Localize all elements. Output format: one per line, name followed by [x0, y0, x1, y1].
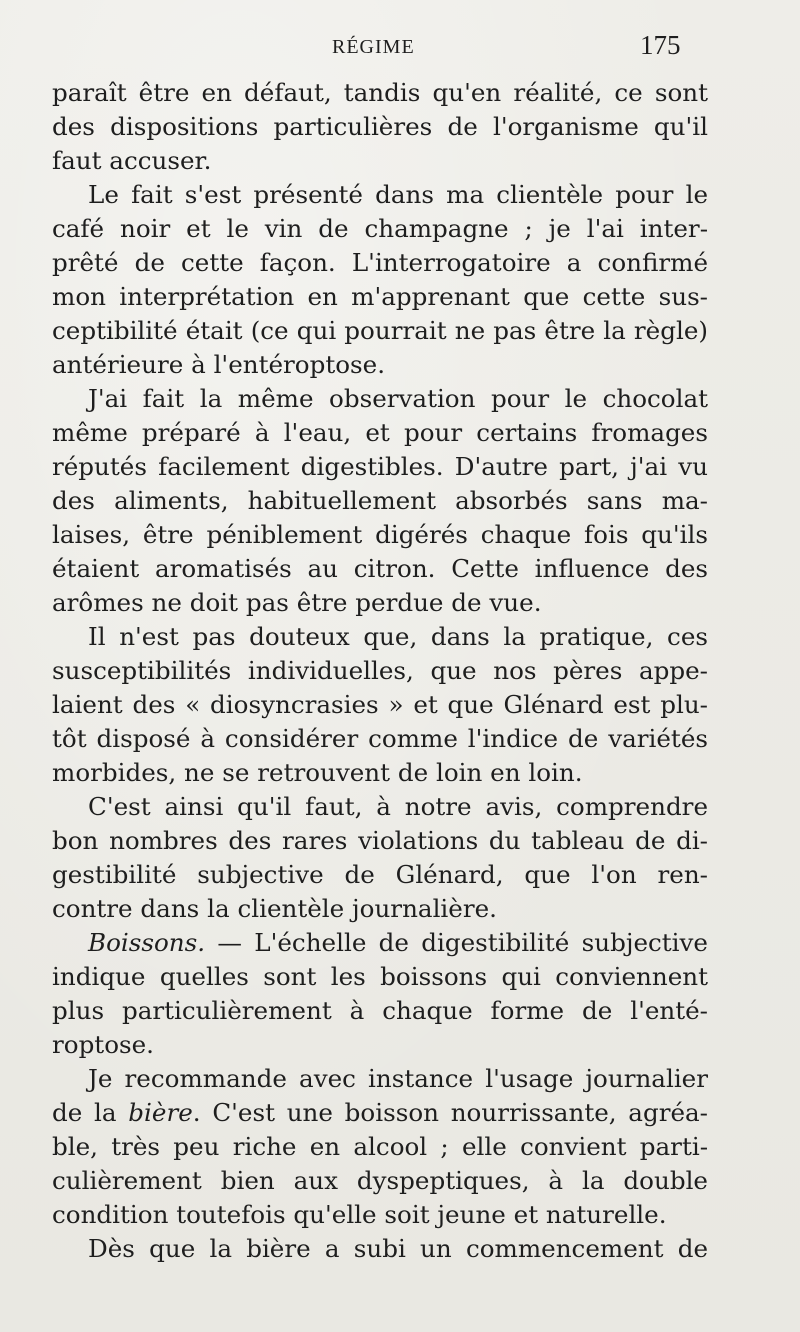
text-line: culièrement bien aux dyspeptiques, à la double	[52, 1166, 708, 1195]
text-line: café noir et le vin de champagne ; je l'ai inter-	[52, 214, 708, 243]
text-line: prêté de cette façon. L'interrogatoire a confirmé	[52, 248, 708, 277]
text-line: contre dans la clientèle journalière.	[52, 894, 497, 923]
text-line: laises, être péniblement digérés chaque fois qu'ils	[52, 520, 708, 549]
text-line: étaient aromatisés au citron. Cette influence des	[52, 554, 708, 583]
text-line: ble, très peu riche en alcool ; elle convient parti-	[52, 1132, 708, 1161]
text-line: Il n'est pas douteux que, dans la pratique, ces	[88, 622, 708, 651]
running-title: RÉGIME	[332, 36, 415, 58]
text-line: susceptibilités individuelles, que nos pères appe-	[52, 656, 708, 685]
text-line: bon nombres des rares violations du tableau de di-	[52, 826, 708, 855]
text-line: réputés facilement digestibles. D'autre part, j'ai vu	[52, 452, 708, 481]
text-line: gestibilité subjective de Glénard, que l'on ren-	[52, 860, 708, 889]
text-line: des aliments, habituellement absorbés sans ma-	[52, 486, 708, 515]
text-line: paraît être en défaut, tandis qu'en réalité, ce sont	[52, 78, 708, 107]
text-line: arômes ne doit pas être perdue de vue.	[52, 588, 542, 617]
text-line: ceptibilité était (ce qui pourrait ne pas être la règle)	[52, 316, 708, 345]
text-line: Je recommande avec instance l'usage journalier	[88, 1064, 708, 1093]
text-line: condition toutefois qu'elle soit jeune et naturelle.	[52, 1200, 667, 1229]
text-line: laient des « diosyncrasies » et que Glénard est plu-	[52, 690, 708, 719]
text-line: faut accuser.	[52, 146, 212, 175]
text-line: Boissons. — L'échelle de digestibilité subjective	[88, 928, 708, 957]
text-line: C'est ainsi qu'il faut, à notre avis, comprendre	[88, 792, 708, 821]
text-line: des dispositions particulières de l'organisme qu'il	[52, 112, 708, 141]
section-heading: Boissons.	[88, 928, 206, 957]
text-line: roptose.	[52, 1030, 154, 1059]
text-line: Le fait s'est présenté dans ma clientèle pour le	[88, 180, 708, 209]
text-line: morbides, ne se retrouvent de loin en loin.	[52, 758, 583, 787]
emphasis: bière	[128, 1098, 193, 1127]
text-line: tôt disposé à considérer comme l'indice de variétés	[52, 724, 708, 753]
text-line: indique quelles sont les boissons qui conviennent	[52, 962, 708, 991]
page-number: 175	[640, 30, 681, 60]
text-line: antérieure à l'entéroptose.	[52, 350, 386, 379]
text-line: Dès que la bière a subi un commencement de	[88, 1234, 708, 1263]
text-line: mon interprétation en m'apprenant que cette sus-	[52, 282, 708, 311]
text-line: même préparé à l'eau, et pour certains fromages	[52, 418, 708, 447]
text-line: de la bière. C'est une boisson nourrissante, agréa-	[52, 1098, 708, 1127]
text-line: plus particulièrement à chaque forme de l'enté-	[52, 996, 708, 1025]
page-header	[0, 30, 800, 64]
body-text	[52, 76, 708, 1266]
text-line: J'ai fait la même observation pour le chocolat	[88, 384, 708, 413]
